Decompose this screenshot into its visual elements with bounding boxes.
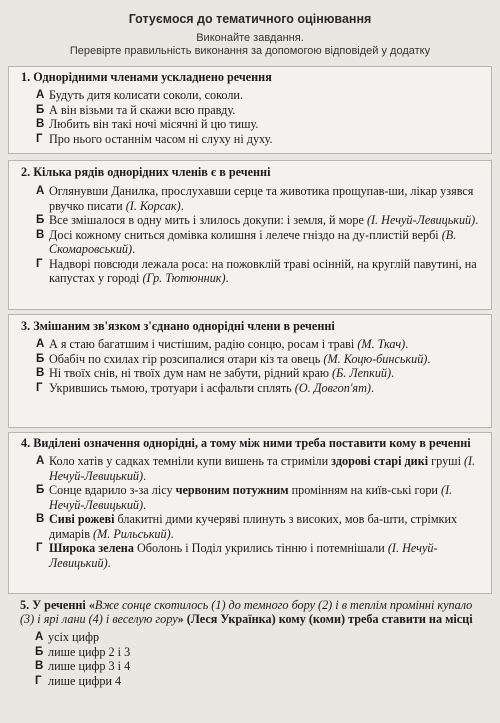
question-2-card [8,160,492,310]
q5-option-c[interactable]: В лише цифр 3 і 4 [35,659,131,673]
q3-option-c[interactable]: В Ні твоїх снів, ні твоїх дум нам не забути, рідний краю (Б. Лепкий). [36,366,395,380]
q1-option-a[interactable]: А Будуть дитя колисати соколи, соколи. [36,88,243,102]
q5-option-a[interactable]: А усіх цифр [35,630,100,644]
question-5-text: 5. У реченні «Вже сонце скотилось (1) до темного бору (2) і в теплім промінні купало (3) і ярі лани (4) і веселую гору» (Леся Українка) кому (коми) треба ставити на місці [20,598,473,626]
question-3-title: 3. Змішаним зв'язком з'єднано однорідні члени в реченні [21,319,335,333]
q1-option-d[interactable]: Г Про нього останнім часом ні слуху ні духу. [36,131,273,146]
q3-option-d[interactable]: Г Укрившись тьмою, тротуари і асфальти сплять (О. Довгоп'ят). [36,380,374,395]
q5-option-b[interactable]: Б лише цифр 2 і 3 [35,644,131,659]
instruction-line-2: Перевірте правильність виконання за допомогою відповідей у додатку [69,45,431,57]
question-3-card [8,314,492,428]
highlighted-adjectives: Сиві рожеві [49,512,115,526]
q4-option-b[interactable]: Б Сонце вдарило з-за лісу червоним потужним промінням на київ-ські гори (І. Нечуй-Левицький). [36,483,453,512]
instruction-line-1: Виконайте завдання. [196,32,304,44]
q4-option-a[interactable]: А Коло хатів у садках темніли купи вишень та стриміли здорові старі дикі груші (І. Нечуй-Левицький). [36,454,476,483]
question-1-card [8,66,492,154]
q3-option-b[interactable]: Б Обабіч по схилах гір розсипалися отари кіз та овець (М. Коцю-бинський). [36,351,431,366]
q2-option-c[interactable]: В Досі кожному сниться домівка колишня і лелече гніздо на ду-плистій вербі (В. Скомаровський). [36,227,457,256]
q1-option-b[interactable]: Б А він візьми та й скажи всю правду. [36,102,236,117]
highlighted-adjectives: червоним потужним [175,483,289,497]
question-2-title: 2. Кілька рядів однорідних членів є в реченні [21,165,271,179]
page-header [0,0,500,58]
q2-option-b[interactable]: Б Все змішалося в одну мить і злилось докупи: і земля, й море (І. Нечуй-Левицький). [36,213,479,227]
highlighted-adjectives: Широка зелена [49,541,134,555]
question-5-block [8,598,490,688]
q2-option-d[interactable]: Г Надворі повсюди лежала роса: на пожовклій траві осінній, на круглій павутині, на капустах у городі (Гр. Тютюнник). [36,256,477,285]
q4-option-c[interactable]: В Сиві рожеві блакитні дими кучеряві плинуть з високих, мов ба-шти, стрімких димарів (М. Рильський). [36,512,458,541]
highlighted-adjectives: здорові старі дикі [331,454,429,468]
page-title: Готуємося до тематичного оцінювання [128,12,372,26]
q4-option-d[interactable]: Г Широка зелена Оболонь і Поділ укрились тінню і потемнішали (І. Нечуй-Левицький). [36,541,438,570]
question-4-card [8,432,492,594]
question-4-title: 4. Виділені означення однорідні, а тому між ними треба поставити кому в реченні [21,436,471,450]
q5-option-d[interactable]: Г лише цифри 4 [35,673,122,688]
q1-option-c[interactable]: В Любить він такі ночі місячні й цю тишу. [36,117,259,131]
q3-option-a[interactable]: А А я стаю багатшим і чистішим, радію сонцю, росам і траві (М. Ткач). [36,337,409,351]
question-1-title: 1. Однорідними членами ускладнено речення [21,70,272,84]
q2-option-a[interactable]: А Оглянувши Данилка, прослухавши серце та животика прощупав-ши, лікар узявся рвучко писати (І. Корсак). [36,184,474,213]
